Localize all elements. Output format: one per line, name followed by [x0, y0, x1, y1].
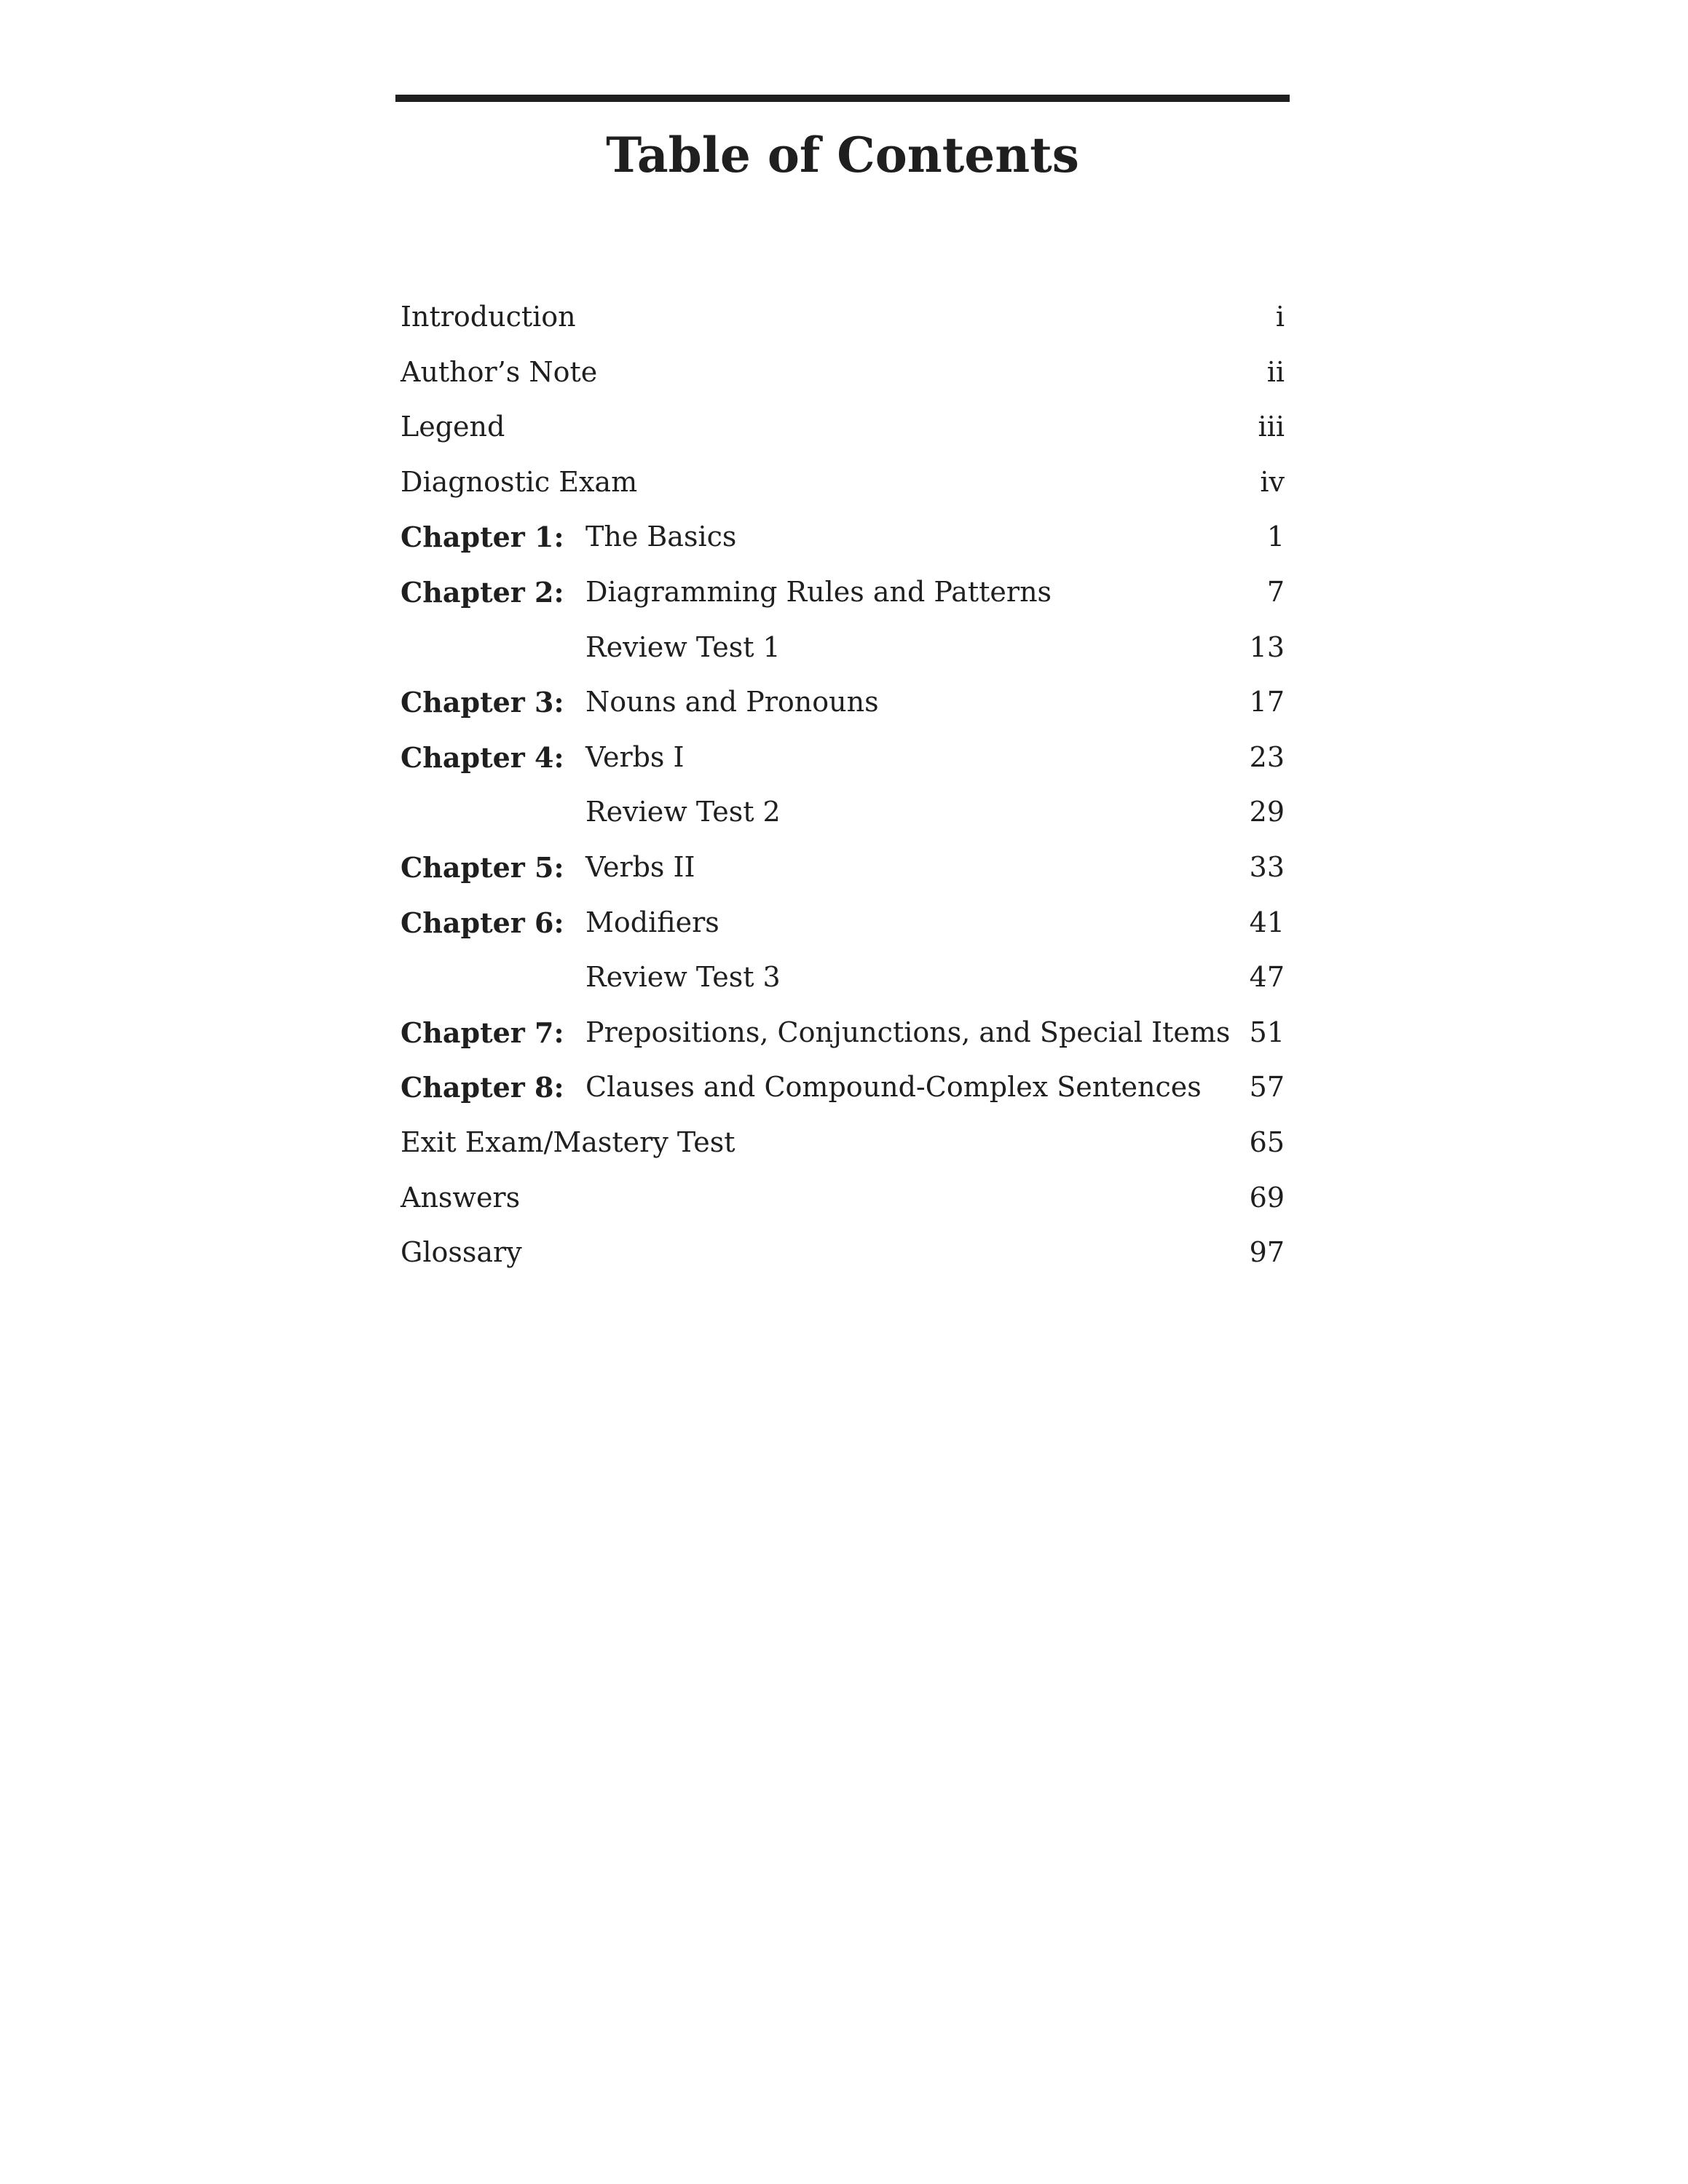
table-of-contents	[401, 290, 1285, 1281]
toc-page-number: 57	[1249, 1071, 1285, 1104]
toc-entry-introduction	[401, 290, 1285, 345]
toc-entry-chapter-3	[401, 675, 1285, 730]
toc-entry-chapter-2	[401, 565, 1285, 620]
toc-page-number: 33	[1249, 850, 1285, 883]
toc-entry-title: Introduction	[401, 301, 576, 333]
toc-entry-title: Prepositions, Conjunctions, and Special Items	[585, 1016, 1231, 1048]
toc-entry-legend	[401, 400, 1285, 455]
toc-chapter-label: Chapter 4:	[401, 740, 564, 774]
toc-entry-title: Author’s Note	[401, 355, 598, 388]
toc-entry-chapter-1	[401, 510, 1285, 565]
page-title: Table of Contents	[606, 127, 1079, 183]
toc-entry-exit-exam	[401, 1115, 1285, 1171]
toc-entry-title: Review Test 2	[585, 796, 781, 828]
toc-page-number: 47	[1249, 961, 1285, 994]
toc-page-number: 13	[1249, 630, 1285, 663]
toc-entry-authors-note	[401, 345, 1285, 400]
toc-page-number: iii	[1258, 411, 1285, 443]
toc-entry-title: Review Test 3	[585, 961, 781, 994]
toc-entry-title: Diagnostic Exam	[401, 465, 638, 498]
toc-entry-chapter-8	[401, 1060, 1285, 1115]
toc-page-number: 51	[1249, 1016, 1285, 1048]
toc-page-number: 1	[1266, 521, 1285, 553]
top-rule	[395, 95, 1290, 102]
toc-entry-title: Clauses and Compound-Complex Sentences	[585, 1071, 1202, 1104]
toc-chapter-label: Chapter 1:	[401, 521, 564, 554]
toc-page-number: ii	[1266, 355, 1285, 388]
toc-page-number: 97	[1249, 1236, 1285, 1269]
toc-entry-title: Answers	[401, 1181, 521, 1214]
toc-chapter-label: Chapter 2:	[401, 575, 564, 609]
toc-page-number: 23	[1249, 740, 1285, 773]
toc-entry-title: Diagramming Rules and Patterns	[585, 575, 1052, 608]
toc-chapter-label: Chapter 3:	[401, 686, 564, 719]
toc-entry-chapter-7	[401, 1005, 1285, 1061]
toc-entry-diagnostic-exam	[401, 455, 1285, 510]
toc-entry-title: Modifiers	[585, 906, 719, 938]
toc-page-number: 41	[1249, 906, 1285, 938]
toc-page-number: 29	[1249, 796, 1285, 828]
toc-entry-title: Legend	[401, 411, 505, 443]
toc-entry-review-test-3	[401, 950, 1285, 1005]
toc-entry-chapter-4	[401, 730, 1285, 786]
toc-page-number: 65	[1249, 1125, 1285, 1158]
toc-page-number: 69	[1249, 1181, 1285, 1214]
toc-chapter-label: Chapter 8:	[401, 1071, 564, 1104]
toc-entry-chapter-6	[401, 895, 1285, 951]
toc-page-number: i	[1275, 301, 1285, 333]
toc-page-number: iv	[1260, 465, 1285, 498]
toc-page-number: 17	[1249, 686, 1285, 719]
toc-entry-title: Exit Exam/Mastery Test	[401, 1125, 735, 1158]
toc-entry-title: Glossary	[401, 1236, 522, 1269]
toc-entry-title: Verbs I	[585, 740, 685, 773]
toc-entry-answers	[401, 1171, 1285, 1226]
toc-entry-title: Review Test 1	[585, 630, 781, 663]
toc-entry-review-test-1	[401, 620, 1285, 676]
toc-chapter-label: Chapter 7:	[401, 1016, 564, 1049]
toc-entry-review-test-2	[401, 785, 1285, 840]
toc-page-number: 7	[1266, 575, 1285, 608]
toc-chapter-label: Chapter 6:	[401, 906, 564, 939]
toc-entry-chapter-5	[401, 840, 1285, 895]
toc-entry-title: Nouns and Pronouns	[585, 686, 879, 719]
toc-entry-title: Verbs II	[585, 850, 695, 883]
toc-chapter-label: Chapter 5:	[401, 850, 564, 884]
toc-entry-glossary	[401, 1225, 1285, 1281]
toc-entry-title: The Basics	[585, 521, 737, 553]
